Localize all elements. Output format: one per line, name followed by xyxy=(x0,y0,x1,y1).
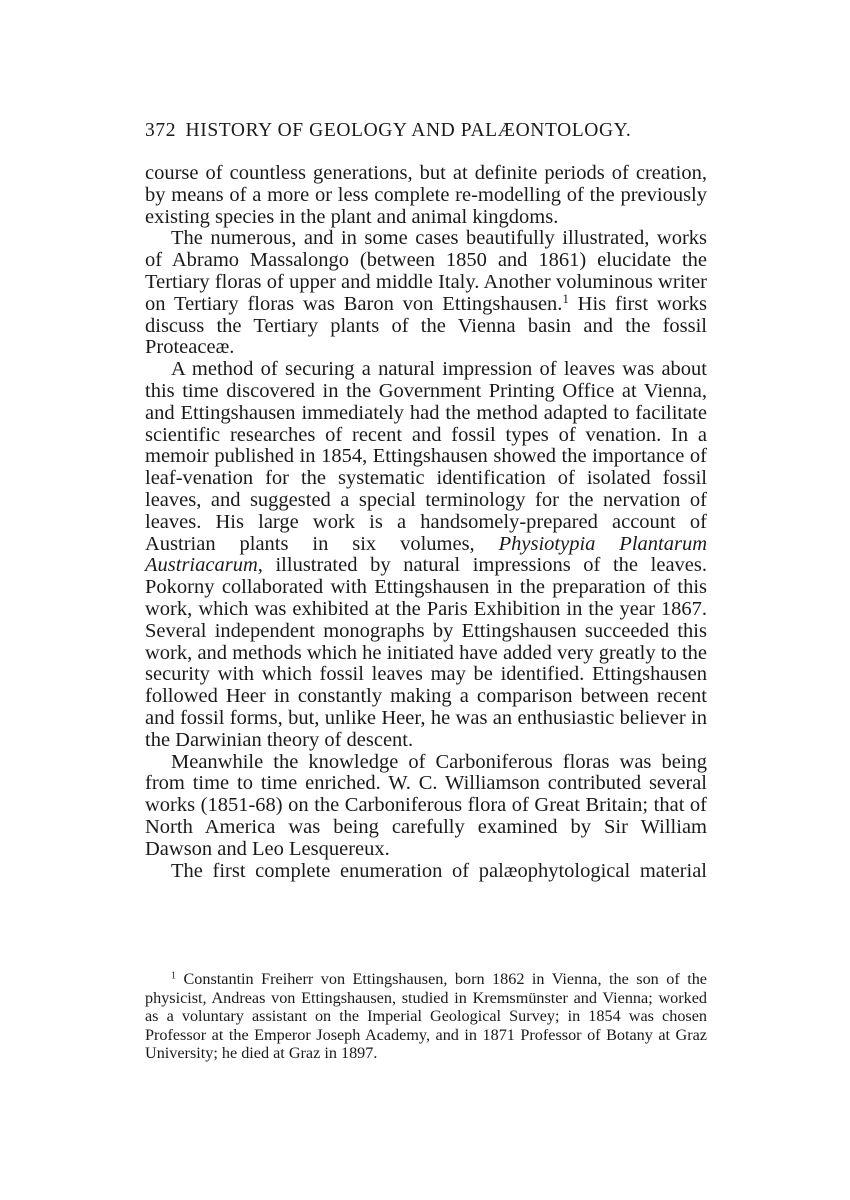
footnote-1 xyxy=(145,970,707,1063)
paragraph-5: The first complete enumeration of palæophytological material xyxy=(171,859,707,882)
paragraph-3-text-b: , illustrated by natural impressions of the leaves. Pokorny collaborated with Ettingshausen in the preparation of this work, which was exhibited at the Paris Exhibition in the year 1867. Several independent monographs by Ettingshausen succeeded this work, and methods which he initiated have added very greatly to the security with which fossil leaves may be identified. Ettingshausen followed Heer in constantly making a comparison between recent and fossil forms, but, unlike Heer, he was an enthusiastic believer in the Darwinian theory of descent. xyxy=(145,554,707,751)
book-title-italic: Physiotypia Plantarum Austriacarum xyxy=(145,532,708,577)
body-text xyxy=(145,163,707,882)
running-head xyxy=(145,118,707,144)
paragraph-1: course of countless generations, but at definite periods of creation, by means of a more or less complete re-modelling of the previously existing species in the plant and animal kingdoms. xyxy=(145,162,707,228)
footnote-reference: 1 xyxy=(562,291,569,306)
paragraph-2 xyxy=(145,228,707,359)
footnote-marker: 1 xyxy=(171,970,177,982)
paragraph-2-text-b: His first works discuss the Tertiary plants of the Vienna basin and the fossil Proteaceæ. xyxy=(145,292,707,359)
page-title: HISTORY OF GEOLOGY AND PALÆONTOLOGY. xyxy=(185,120,632,141)
paragraph-3-text-a: A method of securing a natural impression of leaves was about this time discovered in the Government Printing Office at Vienna, and Ettingshausen immediately had the method adapted to facilitate scientific researches of recent and fossil types of venation. In a memoir published in 1854, Ettingshausen showed the importance of leaf-venation for the systematic identification of isolated fossil leaves, and suggested a special terminology for the nervation of leaves. His large work is a handsomely-prepared account of Austrian plants in six volumes, xyxy=(145,358,707,555)
footnote-text: Constantin Freiherr von Ettingshausen, born 1862 in Vienna, the son of the physicist, Andreas von Ettingshausen, studied in Kremsmünster and Vienna; worked as a voluntary assistant on the Imperial Geological Survey; in 1854 was chosen Professor at the Emperor Joseph Academy, and in 1871 Professor of Botany at Graz University; he died at Graz in 1897. xyxy=(145,970,707,1063)
paragraph-3 xyxy=(145,359,707,751)
paragraph-4: Meanwhile the knowledge of Carboniferous floras was being from time to time enriched. W. C. Williamson contributed several works (1851-68) on the Carboniferous flora of Great Britain; that of North America was being carefully examined by Sir William Dawson and Leo Lesquereux. xyxy=(145,750,707,860)
page-number: 372 xyxy=(145,120,177,141)
footnote-area xyxy=(145,970,707,1063)
paragraph-2-text-a: The numerous, and in some cases beautifully illustrated, works of Abramo Massalongo (between 1850 and 1861) elucidate the Tertiary floras of upper and middle Italy. Another voluminous writer on Tertiary floras was Baron von Ettingshausen. xyxy=(145,227,707,315)
